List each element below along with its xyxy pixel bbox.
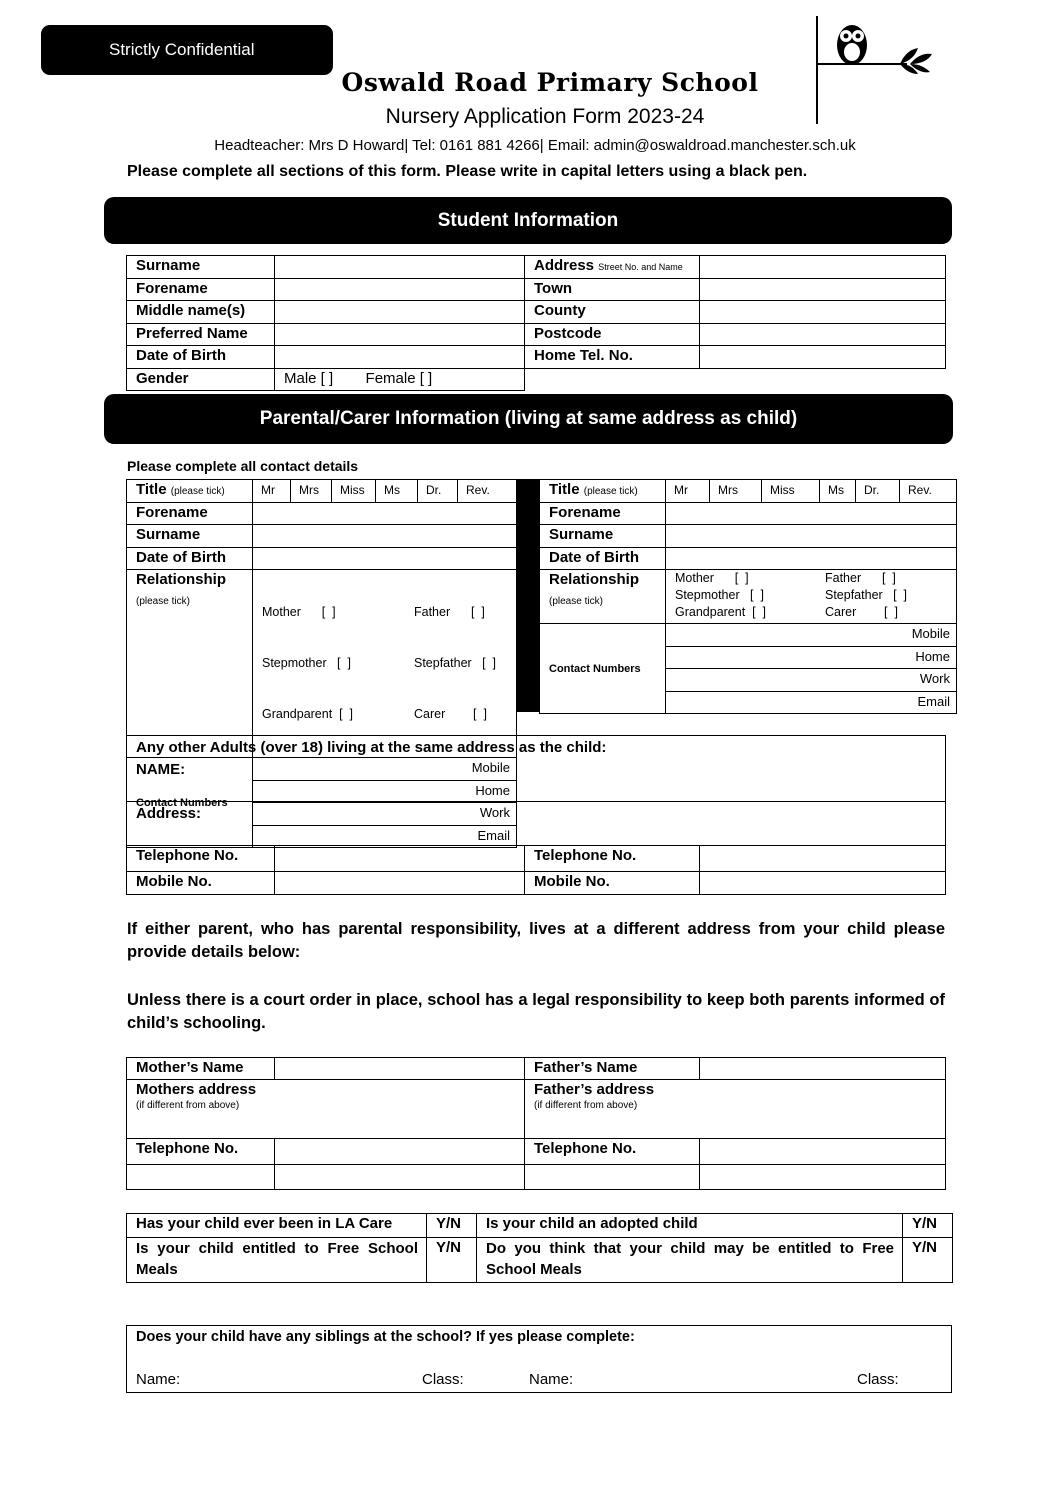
other-adults-mobile-label: Mobile No. xyxy=(127,872,275,895)
parent2-table xyxy=(539,479,957,714)
parent-divider xyxy=(516,479,539,712)
other-adults-tel-field[interactable] xyxy=(275,846,525,872)
town-label: Town xyxy=(525,279,700,301)
parent2-rel-stepfather[interactable]: Stepfather [ ] xyxy=(825,588,907,602)
parent2-forename-field[interactable] xyxy=(666,503,957,525)
parent2-rel-mother[interactable]: Mother [ ] xyxy=(675,571,749,585)
other-adults-address[interactable]: Address: xyxy=(127,802,946,846)
fathers-name-field[interactable] xyxy=(700,1058,946,1080)
other-adults-mobile2-label: Mobile No. xyxy=(525,872,700,895)
gender-female-option[interactable]: Female [ ] xyxy=(365,370,433,387)
parent1-email-field[interactable]: Email xyxy=(253,826,517,848)
parent1-mobile-field[interactable]: Mobile xyxy=(253,758,517,781)
parent2-surname-field[interactable] xyxy=(666,525,957,548)
parent2-dob-label: Date of Birth xyxy=(540,548,666,570)
parent1-relationship-label: Relationship (please tick) xyxy=(127,570,253,758)
parent1-title-mr[interactable]: Mr xyxy=(253,480,291,503)
surname-label: Surname xyxy=(127,256,275,279)
parent1-title-label: Title (please tick) xyxy=(127,480,253,503)
middle-name-field[interactable] xyxy=(275,301,525,324)
parent2-title-ms[interactable]: Ms xyxy=(820,480,856,503)
parent2-relationship-options[interactable] xyxy=(666,570,957,624)
contact-line: Headteacher: Mrs D Howard| Tel: 0161 881 4266| Email: admin@oswaldroad.manchester.sch.uk xyxy=(214,137,856,154)
parent2-forename-label: Forename xyxy=(540,503,666,525)
parent2-home-field[interactable]: Home xyxy=(666,647,957,669)
other-adults-box[interactable] xyxy=(127,736,946,802)
home-tel-label: Home Tel. No. xyxy=(525,346,700,369)
separate-parents-table xyxy=(126,1057,946,1190)
parent2-email-field[interactable]: Email xyxy=(666,692,957,714)
parent1-title-dr[interactable]: Dr. xyxy=(418,480,458,503)
parent2-title-miss[interactable]: Miss xyxy=(762,480,820,503)
adopted-question: Is your child an adopted child xyxy=(477,1214,903,1238)
contact-instruction: Please complete all contact details xyxy=(127,458,359,474)
other-adults-mobile2-field[interactable] xyxy=(700,872,946,895)
sibling1-class-label: Class: xyxy=(422,1371,464,1388)
parent1-relationship-options[interactable] xyxy=(253,570,517,758)
gender-male-option[interactable]: Male [ ] xyxy=(284,370,334,387)
preferred-name-label: Preferred Name xyxy=(127,324,275,346)
parent1-forename-field[interactable] xyxy=(253,503,517,525)
school-name: Oswald Road Primary School xyxy=(341,68,759,97)
different-address-note: If either parent, who has parental responsibility, lives at a different address from your child please provide details below: xyxy=(127,920,945,961)
fsm-question: Is your child entitled to Free School Meals xyxy=(127,1238,427,1283)
parent2-contact-label: Contact Numbers xyxy=(540,624,666,714)
parent2-title-dr[interactable]: Dr. xyxy=(856,480,900,503)
fathers-extra-field-2[interactable] xyxy=(700,1165,946,1190)
parent1-rel-stepmother[interactable]: Stepmother [ ] xyxy=(262,656,351,670)
confidential-banner xyxy=(41,25,333,75)
fathers-address-note: (if different from above) xyxy=(534,1100,638,1111)
student-section-title: Student Information xyxy=(437,210,619,231)
parent2-rel-stepmother[interactable]: Stepmother [ ] xyxy=(675,588,764,602)
parent-section-bar xyxy=(104,394,953,444)
siblings-box[interactable] xyxy=(126,1325,952,1393)
postcode-field[interactable] xyxy=(700,324,946,346)
court-order-note: Unless there is a court order in place, school has a legal responsibility to keep both parents informed of child’s schooling. xyxy=(127,991,945,1032)
middle-name-label: Middle name(s) xyxy=(127,301,275,324)
parent2-relationship-label: Relationship (please tick) xyxy=(540,570,666,624)
care-table xyxy=(126,1213,953,1283)
parent1-rel-father[interactable]: Father [ ] xyxy=(414,605,485,619)
confidential-label: Strictly Confidential xyxy=(109,40,255,59)
parent2-work-field[interactable]: Work xyxy=(666,669,957,692)
la-care-question: Has your child ever been in LA Care xyxy=(127,1214,427,1238)
la-care-answer[interactable]: Y/N xyxy=(427,1214,477,1238)
town-field[interactable] xyxy=(700,279,946,301)
parent1-home-field[interactable]: Home xyxy=(253,781,517,803)
parent2-mobile-field[interactable]: Mobile xyxy=(666,624,957,647)
adopted-answer[interactable]: Y/N xyxy=(903,1214,953,1238)
mothers-extra-field-2[interactable] xyxy=(275,1165,525,1190)
siblings-question: Does your child have any siblings at the school? If yes please complete: xyxy=(136,1329,635,1345)
parent1-rel-stepfather[interactable]: Stepfather [ ] xyxy=(414,656,496,670)
fathers-extra-field[interactable] xyxy=(525,1165,700,1190)
form-title: Nursery Application Form 2023-24 xyxy=(385,105,705,128)
gender-label: Gender xyxy=(127,369,275,391)
surname-field[interactable] xyxy=(275,256,525,279)
other-adults-heading: Any other Adults (over 18) living at the same address as the child: xyxy=(136,739,607,756)
home-tel-field[interactable] xyxy=(700,346,946,369)
parent1-contact-label: Contact Numbers xyxy=(127,758,253,848)
instruction-text: Please complete all sections of this form. Please write in capital letters using a black pen. xyxy=(127,163,808,180)
sibling2-name-label: Name: xyxy=(529,1371,574,1388)
parent1-forename-label: Forename xyxy=(127,503,253,525)
other-adults-tel2-label: Telephone No. xyxy=(525,846,700,872)
dob-label: Date of Birth xyxy=(127,346,275,369)
preferred-name-field[interactable] xyxy=(275,324,525,346)
parent1-rel-mother[interactable]: Mother [ ] xyxy=(262,605,336,619)
student-table xyxy=(126,255,946,391)
parent1-dob-field[interactable] xyxy=(253,548,517,570)
parent1-dob-label: Date of Birth xyxy=(127,548,253,570)
dob-field[interactable] xyxy=(275,346,525,369)
forename-label: Forename xyxy=(127,279,275,301)
mothers-name-label: Mother’s Name xyxy=(127,1058,275,1080)
sibling1-name-label: Name: xyxy=(136,1371,181,1388)
mothers-address-note: (if different from above) xyxy=(136,1100,240,1111)
postcode-label: Postcode xyxy=(525,324,700,346)
owl-logo-icon xyxy=(812,12,942,127)
fathers-tel-label: Telephone No. xyxy=(525,1139,700,1165)
other-adults-tel2-field[interactable] xyxy=(700,846,946,872)
parent1-work-field[interactable]: Work xyxy=(253,803,517,826)
fsm-eligible-question: Do you think that your child may be entitled to Free School Meals xyxy=(477,1238,903,1283)
parent2-dob-field[interactable] xyxy=(666,548,957,570)
address-field[interactable] xyxy=(700,256,946,279)
mothers-tel-label: Telephone No. xyxy=(127,1139,275,1165)
fathers-address-field[interactable] xyxy=(525,1080,946,1139)
fsm-eligible-answer[interactable]: Y/N xyxy=(903,1238,953,1283)
sibling2-class-label: Class: xyxy=(857,1371,899,1388)
mothers-address-field[interactable] xyxy=(127,1080,525,1139)
parent1-title-mrs[interactable]: Mrs xyxy=(291,480,332,503)
other-adults-table xyxy=(126,735,946,895)
parent2-surname-label: Surname xyxy=(540,525,666,548)
parent-section-title: Parental/Carer Information (living at same address as child) xyxy=(259,408,798,429)
parent2-title-label: Title (please tick) xyxy=(540,480,666,503)
parent2-title-mr[interactable]: Mr xyxy=(666,480,710,503)
parent2-rel-grandparent[interactable]: Grandparent [ ] xyxy=(675,605,767,619)
fathers-name-label: Father’s Name xyxy=(525,1058,700,1080)
parent1-rel-grandparent[interactable]: Grandparent [ ] xyxy=(262,707,354,721)
parent1-title-rev[interactable]: Rev. xyxy=(458,480,517,503)
mothers-address-label: Mothers address xyxy=(136,1081,257,1098)
other-adults-name-label: NAME: xyxy=(136,761,186,778)
parent2-rel-carer[interactable]: Carer [ ] xyxy=(825,605,898,619)
address-label: Address Street No. and Name xyxy=(525,256,700,279)
parent1-surname-field[interactable] xyxy=(253,525,517,548)
parent1-title-miss[interactable]: Miss xyxy=(332,480,376,503)
other-adults-mobile-field[interactable] xyxy=(275,872,525,895)
fsm-answer[interactable]: Y/N xyxy=(427,1238,477,1283)
fathers-tel-field[interactable] xyxy=(700,1139,946,1165)
gender-field[interactable] xyxy=(275,369,525,391)
parent2-title-mrs[interactable]: Mrs xyxy=(710,480,762,503)
parent1-title-ms[interactable]: Ms xyxy=(376,480,418,503)
student-section-bar xyxy=(104,197,952,244)
mothers-name-field[interactable] xyxy=(275,1058,525,1080)
mothers-extra-field[interactable] xyxy=(127,1165,275,1190)
mothers-tel-field[interactable] xyxy=(275,1139,525,1165)
parent2-title-rev[interactable]: Rev. xyxy=(900,480,957,503)
county-field[interactable] xyxy=(700,301,946,324)
other-adults-tel-label: Telephone No. xyxy=(127,846,275,872)
fathers-address-label: Father’s address xyxy=(534,1081,655,1098)
parent2-rel-father[interactable]: Father [ ] xyxy=(825,571,896,585)
parent1-surname-label: Surname xyxy=(127,525,253,548)
forename-field[interactable] xyxy=(275,279,525,301)
parent1-rel-carer[interactable]: Carer [ ] xyxy=(414,707,487,721)
county-label: County xyxy=(525,301,700,324)
